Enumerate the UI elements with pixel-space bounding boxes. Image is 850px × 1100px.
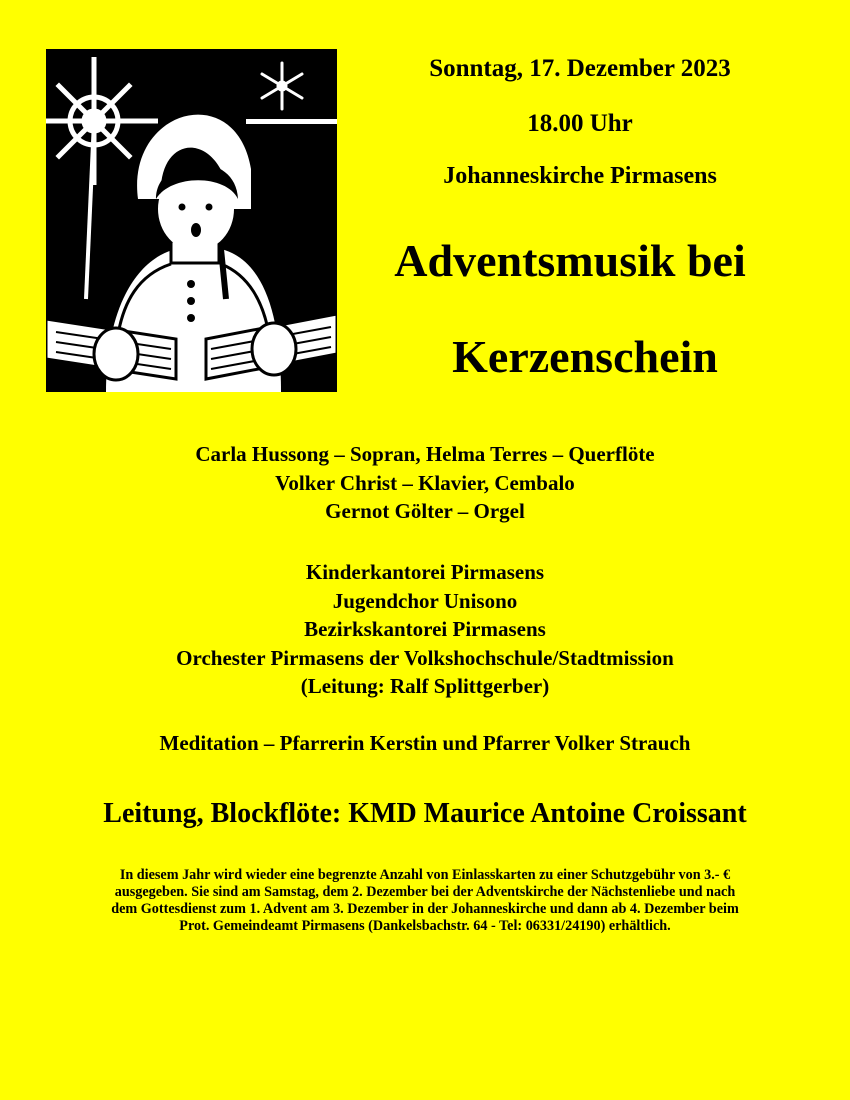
ticket-notice (40, 867, 810, 935)
event-time: 18.00 Uhr (527, 110, 633, 137)
performer-line: Carla Hussong – Sopran, Helma Terres – Querflöte (195, 442, 655, 466)
leader-text: Leitung, Blockflöte: KMD Maurice Antoine Croissant (103, 798, 747, 829)
ensemble-line: Bezirkskantorei Pirmasens (304, 617, 546, 641)
ensemble-line: Kinderkantorei Pirmasens (305, 560, 545, 584)
event-title-line1: Adventsmusik bei (394, 235, 746, 286)
ensemble-line: (Leitung: Ralf Splittgerber) (300, 674, 550, 698)
notice-line: In diesem Jahr wird wieder eine begrenzte Anzahl von Einlasskarten zu einer Schutzgebühr von 3.- € (119, 867, 731, 883)
ensembles-list (0, 558, 850, 701)
event-title-line2: Kerzenschein (452, 331, 718, 382)
event-venue: Johanneskirche Pirmasens (443, 163, 717, 189)
notice-line: ausgegeben. Sie sind am Samstag, dem 2. Dezember bei der Adventskirche der Nächstenliebe und nach (114, 884, 736, 900)
performers-list (0, 440, 850, 526)
event-date: Sonntag, 17. Dezember 2023 (429, 55, 731, 82)
leader-line (0, 796, 850, 832)
performer-line: Volker Christ – Klavier, Cembalo (275, 470, 575, 495)
meditation-line (0, 729, 850, 757)
performer-line: Gernot Gölter – Orgel (325, 499, 525, 523)
meditation-text: Meditation – Pfarrerin Kerstin und Pfarrer Volker Strauch (159, 731, 691, 755)
ensemble-line: Jugendchor Unisono (332, 588, 518, 613)
notice-line: Prot. Gemeindeamt Pirmasens (Dankelsbachstr. 64 - Tel: 06331/24190) erhältlich. (179, 918, 671, 934)
ensemble-line: Orchester Pirmasens der Volkshochschule/Stadtmission (176, 645, 674, 670)
notice-line: dem Gottesdienst zum 1. Advent am 3. Dezember in der Johanneskirche und dann ab 4. Dezember beim (111, 901, 739, 917)
singing-child-illustration (46, 49, 337, 392)
